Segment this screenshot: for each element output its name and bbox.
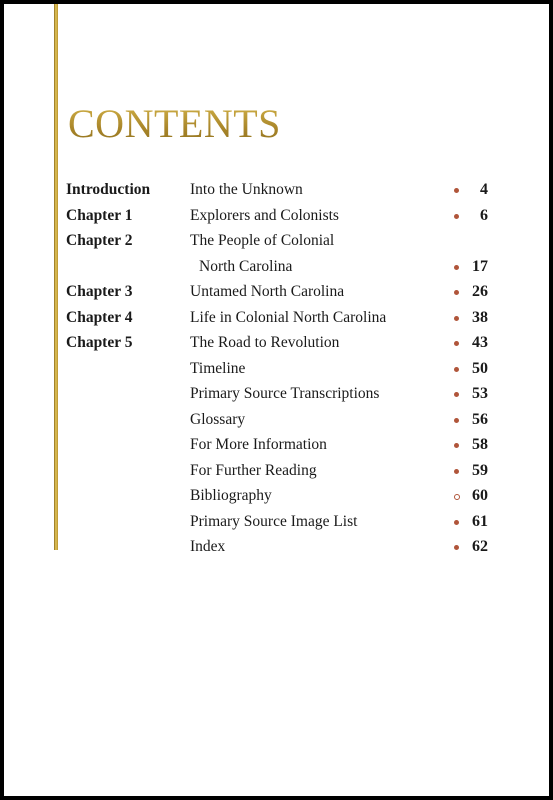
toc-entry-title: Index — [190, 538, 226, 555]
toc-entry-title: Into the Unknown — [190, 181, 303, 198]
toc-page-number: 60 — [472, 487, 488, 504]
bullet-dot-icon — [454, 265, 459, 270]
bullet-dot-icon — [454, 367, 459, 372]
toc-row-index — [66, 534, 496, 560]
toc-entry-title: Primary Source Image List — [190, 512, 358, 530]
toc-page-number: 4 — [480, 181, 488, 198]
toc-row-more-information — [66, 432, 496, 458]
toc-page-number: 50 — [472, 359, 488, 377]
toc-entry-title: The Road to Revolution — [190, 334, 340, 351]
toc-label: Introduction — [66, 181, 151, 198]
bullet-dot-icon — [454, 188, 459, 193]
bullet-dot-icon — [454, 469, 459, 474]
toc-page-number: 38 — [472, 308, 488, 326]
table-of-contents — [66, 177, 496, 560]
gold-margin-rule — [54, 4, 58, 550]
toc-row-introduction — [66, 177, 496, 203]
toc-row-chapter-3 — [66, 279, 496, 305]
toc-label: Chapter 2 — [66, 232, 133, 249]
toc-page-number: 62 — [472, 538, 488, 555]
toc-entry-title: Glossary — [190, 410, 246, 428]
bullet-dot-icon — [454, 392, 459, 397]
bullet-dot-icon — [454, 290, 459, 295]
toc-page-number: 59 — [472, 461, 488, 479]
toc-row-chapter-4 — [66, 305, 496, 331]
toc-entry-title: Primary Source Transcriptions — [190, 385, 380, 402]
bullet-dot-icon — [454, 545, 459, 550]
toc-entry-title: For Further Reading — [190, 461, 317, 479]
toc-page-number: 56 — [472, 410, 488, 428]
toc-row-chapter-2-continued — [66, 254, 496, 280]
toc-label: Chapter 1 — [66, 206, 133, 224]
toc-row-further-reading — [66, 458, 496, 484]
toc-row-timeline — [66, 356, 496, 382]
toc-row-chapter-2 — [66, 228, 496, 254]
toc-row-chapter-5 — [66, 330, 496, 356]
toc-label: Chapter 3 — [66, 283, 133, 300]
toc-entry-title: Timeline — [190, 359, 246, 377]
toc-label: Chapter 4 — [66, 308, 133, 326]
toc-row-bibliography — [66, 483, 496, 509]
toc-entry-title: Bibliography — [190, 487, 272, 504]
toc-entry-title: Life in Colonial North Carolina — [190, 308, 387, 326]
toc-page-number: 53 — [472, 385, 488, 402]
toc-entry-title: The People of Colonial — [190, 232, 335, 249]
book-page — [4, 4, 549, 796]
toc-page-number: 26 — [472, 283, 488, 300]
toc-page-number: 61 — [472, 512, 488, 530]
bullet-dot-icon — [454, 418, 459, 423]
toc-row-glossary — [66, 407, 496, 433]
toc-page-number: 58 — [472, 436, 488, 453]
toc-entry-title: Explorers and Colonists — [190, 206, 339, 224]
toc-page-number: 43 — [472, 334, 488, 351]
toc-page-number: 6 — [480, 206, 488, 224]
bullet-dot-icon — [454, 316, 459, 321]
toc-entry-title: Untamed North Carolina — [190, 283, 345, 300]
bullet-dot-icon — [454, 520, 459, 525]
page-title: CONTENTS — [68, 101, 281, 146]
toc-label: Chapter 5 — [66, 334, 133, 351]
toc-entry-title-continued: North Carolina — [199, 257, 293, 275]
toc-page-number: 17 — [472, 257, 488, 275]
bullet-dot-icon — [454, 341, 459, 346]
toc-entry-title: For More Information — [190, 436, 327, 453]
bullet-ring-icon — [454, 494, 460, 500]
bullet-dot-icon — [454, 443, 459, 448]
toc-row-image-list — [66, 509, 496, 535]
toc-row-transcriptions — [66, 381, 496, 407]
toc-row-chapter-1 — [66, 203, 496, 229]
bullet-dot-icon — [454, 214, 459, 219]
